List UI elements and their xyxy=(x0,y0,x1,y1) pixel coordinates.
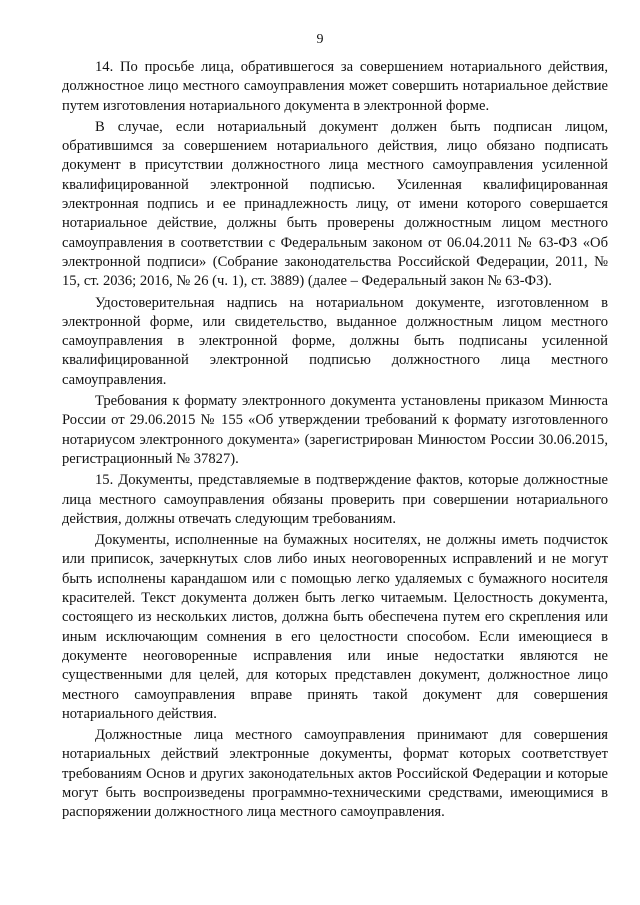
document-body xyxy=(62,58,608,825)
paragraph-format-requirements: Требования к формату электронного документа установлены приказом Минюста России от 29.06.2015 № 155 «Об утверждении требований к формату изготовленного нотариусом электронного документа» (зарегистрирован Минюстом России 30.06.2015, регистрационный № 37827). xyxy=(62,393,608,467)
paragraph-electronic-signature: В случае, если нотариальный документ должен быть подписан лицом, обратившимся за совершением нотариального действия, лицо обязано подписать документ в присутствии должностного лица местного самоуправления усиленной квалифицированной электронной подписью. Усиленная квалифицированная электронная подпись и ее принадлежность лицу, от имени которого совершается нотариальное действие, должны быть проверены должностным лицом местного самоуправления в соответствии с Федеральным законом от 06.04.2011 № 63-ФЗ «Об электронной подписи» (Собрание законодательства Российской Федерации, 2011, № 15, ст. 2036; 2016, № 26 (ч. 1), ст. 3889) (далее – Федеральный закон № 63-ФЗ). xyxy=(62,118,608,290)
paragraph-item-15: 15. Документы, представляемые в подтверждение фактов, которые должностные лица местного самоуправления обязаны проверить при совершении нотариального действия, должны отвечать следующим требованиям. xyxy=(62,472,608,527)
paragraph-item-14: 14. По просьбе лица, обратившегося за совершением нотариального действия, должностное лицо местного самоуправления может совершить нотариальное действие путем изготовления нотариального документа в электронной форме. xyxy=(62,59,608,114)
paragraph-paper-documents: Документы, исполненные на бумажных носителях, не должны иметь подчисток или приписок, зачеркнутых слов либо иных неоговоренных исправлений и не могут быть исполнены карандашом или с помощью легко удаляемых с бумажного носителя красителей. Текст документа должен быть легко читаемым. Целостность документа, состоящего из нескольких листов, должна быть обеспечена путем его скрепления или иным исключающим сомнения в его целостности способом. Если имеющиеся в документе неоговоренные исправления или иные недостатки являются не существенными для целей, для которых представлен документ, должностное лицо местного самоуправления вправе принять такой документ для совершения нотариального действия. xyxy=(62,532,608,722)
paragraph-electronic-documents: Должностные лица местного самоуправления принимают для совершения нотариальных действий электронные документы, формат которых соответствует требованиям Основ и других законодательных актов Российской Федерации и которые могут быть воспроизведены программно-техническими средствами, имеющимися в распоряжении должностного лица местного самоуправления. xyxy=(62,727,608,821)
page-number: 9 xyxy=(316,32,324,47)
paragraph-certification-inscription: Удостоверительная надпись на нотариальном документе, изготовленном в электронной форме, или свидетельство, выданное должностным лицом местного самоуправления в электронной форме, должны быть подписаны усиленной квалифицированной электронной подписью должностного лица местного самоуправления. xyxy=(62,294,608,388)
